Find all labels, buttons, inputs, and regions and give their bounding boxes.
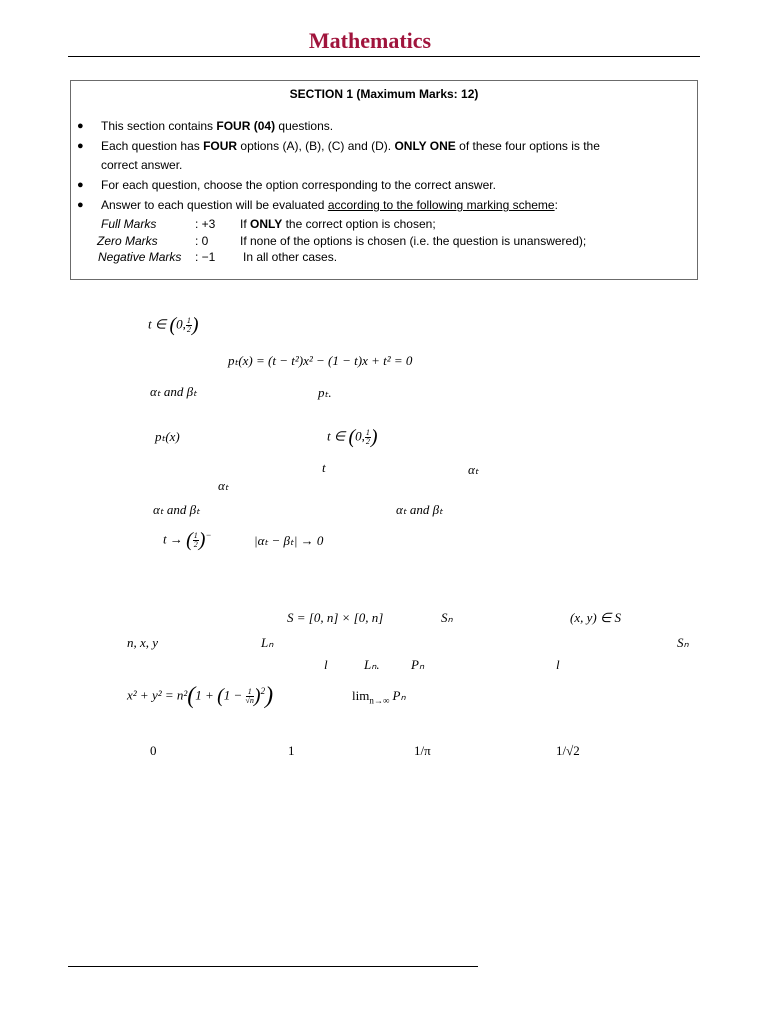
q2-l: l: [324, 657, 328, 672]
q1-difference: |αₜ − βₜ| → 0: [254, 533, 324, 548]
q1-roots: αₜ and βₜ: [150, 384, 197, 399]
instruction-3: For each question, choose the option corresponding to the correct answer.: [101, 178, 496, 192]
q2-vars: n, x, y: [127, 635, 159, 650]
q1-polynomial: pₜ(x) = (t − t²)x² − (1 − t)x + t² = 0: [228, 353, 413, 368]
scheme-value-zero: : 0: [195, 234, 209, 248]
instruction-2-continued: correct answer.: [101, 158, 183, 172]
q2-circle-equation: x² + y² = n²(1 + (1 − $\frac{1}{√n}$ )$^2$): [127, 683, 274, 709]
bullet-icon: ●: [77, 120, 84, 132]
q1-limit: t → ( $\frac{1}{2}$ )−: [163, 529, 212, 551]
q2-square: S = [0, n] × [0, n]: [287, 610, 384, 625]
q1-alpha-2: αₜ: [218, 478, 229, 493]
q2-sn: Sₙ: [441, 610, 453, 625]
scheme-label-negative: Negative Marks: [98, 250, 182, 264]
bullet-icon: ●: [77, 179, 84, 191]
q2-sn-2: Sₙ: [677, 635, 689, 650]
header-rule: [68, 56, 700, 57]
bullet-icon: ●: [77, 140, 84, 152]
scheme-value-full: : +3: [195, 217, 216, 231]
q2-pn: Pₙ: [411, 657, 425, 672]
option-b: 1: [288, 743, 295, 758]
instruction-1: This section contains FOUR (04) questions.: [101, 119, 334, 133]
instruction-4: Answer to each question will be evaluated according to the following marking scheme:: [101, 198, 558, 212]
bullet-icon: ●: [77, 199, 84, 211]
scheme-value-negative: : −1: [195, 250, 216, 264]
instructions-box: [70, 80, 698, 280]
q1-roots-2: αₜ and βₜ: [153, 502, 200, 517]
q1-roots-3: αₜ and βₜ: [396, 502, 443, 517]
q2-ln-dot: Lₙ.: [364, 657, 380, 672]
q1-t: t: [322, 460, 326, 475]
page-title: Mathematics: [308, 28, 432, 53]
q2-l-2: l: [556, 657, 560, 672]
instruction-2: Each question has FOUR options (A), (B), (C) and (D). ONLY ONE of these four options is the: [101, 139, 600, 153]
option-a: 0: [150, 743, 157, 758]
q2-limit: $\lim_{n\to\infty} P_n$: [352, 688, 406, 706]
footer-rule: [68, 966, 478, 967]
q2-point: (x, y) ∈ S: [570, 610, 622, 625]
scheme-desc-full: If ONLY the correct option is chosen;: [240, 217, 436, 231]
q1-interval-2: t ∈ (0, $\frac{1}{2}$ ): [327, 426, 378, 448]
scheme-desc-zero: If none of the options is chosen (i.e. the question is unanswered);: [240, 234, 587, 248]
option-c: 1/π: [414, 743, 431, 758]
section-heading: SECTION 1 (Maximum Marks: 12): [289, 87, 479, 101]
q1-alpha: αₜ: [468, 462, 479, 477]
q1-pt-x: pₜ(x): [155, 429, 180, 444]
option-d: 1/√2: [556, 743, 580, 758]
scheme-label-zero: Zero Marks: [97, 234, 158, 248]
q2-ln: Lₙ: [261, 635, 274, 650]
q1-interval: t ∈ (0, $\frac{1}{2}$ ): [148, 314, 199, 336]
scheme-desc-negative: In all other cases.: [243, 250, 338, 264]
q1-pt: pₜ.: [318, 385, 332, 400]
scheme-label-full: Full Marks: [101, 217, 157, 231]
